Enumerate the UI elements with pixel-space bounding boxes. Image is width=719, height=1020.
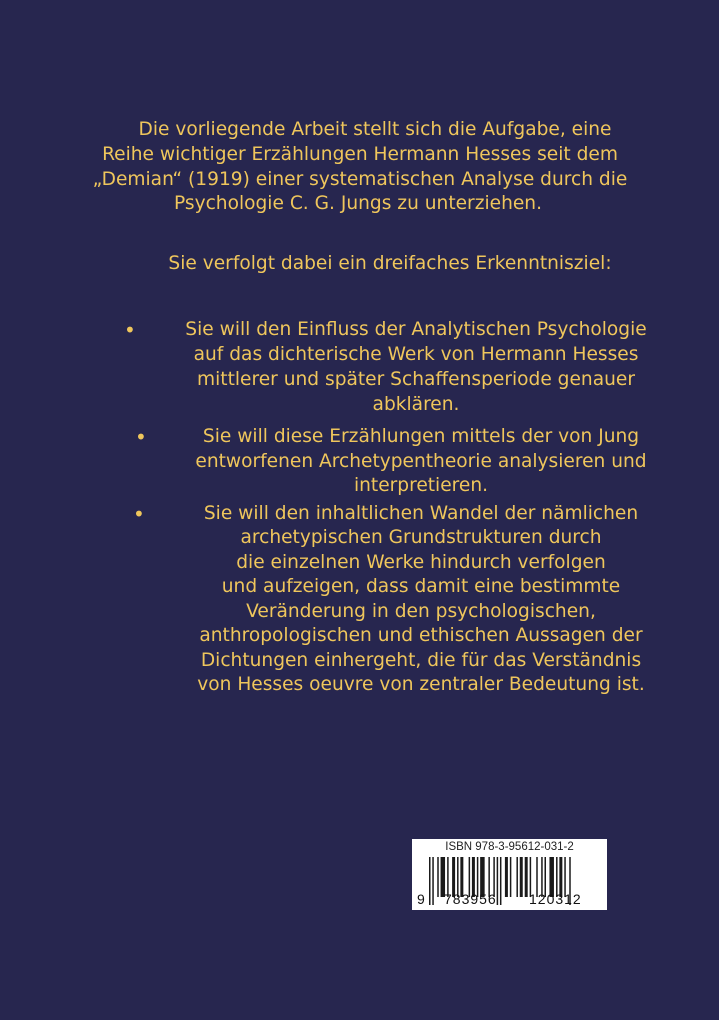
lead-line: Sie verfolgt dabei ein dreifaches Erkenntnisziel: <box>168 253 612 274</box>
bullet-line: auf das dichterische Werk von Hermann Hesses <box>193 344 639 365</box>
barcode-bar <box>525 857 528 897</box>
bullet-line: Sie will den inhaltlichen Wandel der nämlichen <box>203 503 639 524</box>
barcode-bar <box>437 857 439 897</box>
bullet-line: Sie will diese Erzählungen mittels der von Jung <box>202 426 640 447</box>
intro-line: Reihe wichtiger Erzählungen Hermann Hesses seit dem <box>102 144 618 165</box>
bullet-line: Dichtungen einhergeht, die für das Verständnis <box>200 650 642 671</box>
barcode-digit-first: 9 <box>417 891 425 907</box>
bullet-line: interpretieren. <box>353 475 489 496</box>
isbn-label: ISBN 978-3-95612-031-2 <box>445 841 574 853</box>
intro-line: Die vorliegende Arbeit stellt sich die Aufgabe, eine <box>138 119 612 140</box>
intro-line: „Demian“ (1919) einer systematischen Analyse durch die <box>92 169 628 190</box>
bullet-icon: • <box>135 425 147 449</box>
intro-line: Psychologie C. G. Jungs zu unterziehen. <box>174 193 542 214</box>
barcode-bar <box>432 857 434 905</box>
isbn-barcode <box>412 839 607 910</box>
bullet-icon: • <box>133 502 145 526</box>
bullet-line: die einzelnen Werke hindurch verfolgen <box>236 552 606 573</box>
barcode-bar <box>497 857 499 905</box>
bullet-line: anthropologischen und ethischen Aussagen der <box>199 625 643 646</box>
bullet-line: archetypischen Grundstrukturen durch <box>240 527 602 548</box>
bullet-icon: • <box>124 318 136 342</box>
barcode-digits-left: 783956 <box>444 891 497 907</box>
bullet-line: von Hesses oeuvre von zentraler Bedeutung ist. <box>197 674 645 695</box>
bullet-line: entworfenen Archetypentheorie analysieren und <box>195 451 647 472</box>
barcode-bar <box>500 857 502 905</box>
bullet-line: abklären. <box>372 394 460 415</box>
barcode-digits-right: 120312 <box>529 891 582 907</box>
bullet-line: Veränderung in den psychologischen, <box>246 601 596 622</box>
barcode-bar <box>520 857 523 897</box>
barcode-bar <box>429 857 431 905</box>
bullet-line: Sie will den Einfluss der Analytischen Psychologie <box>185 319 647 340</box>
bullet-line: mittlerer und später Schaffensperiode genauer <box>197 369 635 390</box>
barcode-bar <box>505 857 508 897</box>
barcode-bar <box>510 857 512 897</box>
barcode-bar <box>516 857 518 897</box>
bullet-line: und aufzeigen, dass damit eine bestimmte <box>221 576 621 597</box>
